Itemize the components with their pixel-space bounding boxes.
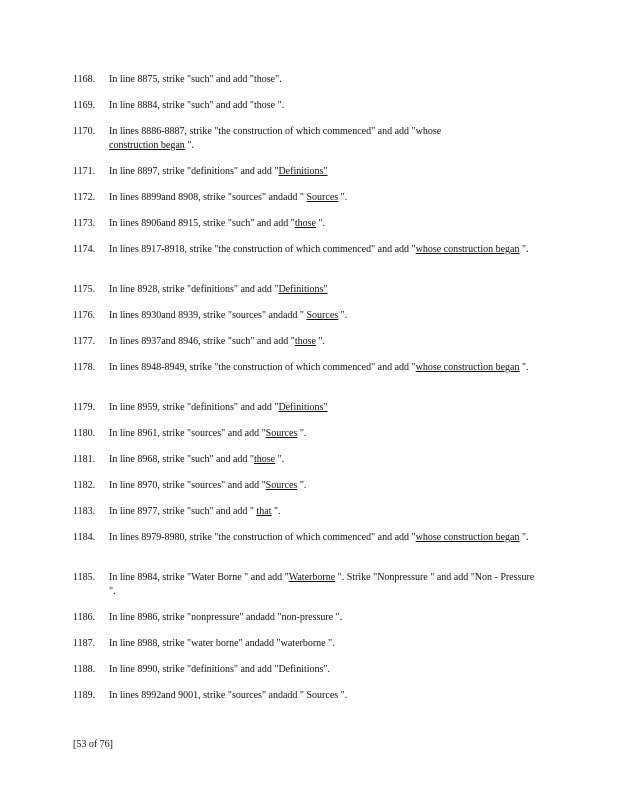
amendment-entry xyxy=(73,125,543,153)
entry-text: In lines 8992and 9001, strike "sources" andadd " Sources ". xyxy=(109,690,348,701)
entry-number: 1176. xyxy=(73,310,96,321)
amendment-entry xyxy=(73,571,543,599)
entry-text: In lines 8917-8918, strike "the construction of which commenced" and add "whose construction began ". xyxy=(109,244,529,255)
entry-number: 1183. xyxy=(73,506,96,517)
amendment-entry xyxy=(73,73,543,87)
amendment-entry xyxy=(73,689,543,703)
entry-text: In lines 8937and 8946, strike "such" and add "those ". xyxy=(109,336,326,347)
amendment-entry xyxy=(73,427,543,441)
entry-number: 1168. xyxy=(73,74,96,85)
entry-text: In line 8884, strike "such" and add "those ". xyxy=(109,100,285,111)
entry-number: 1185. xyxy=(73,572,96,583)
entry-text: In line 8988, strike "water borne" andadd "waterborne ". xyxy=(109,638,335,649)
amendment-entry xyxy=(73,361,543,375)
amendment-entry xyxy=(73,99,543,113)
amendment-entry xyxy=(73,453,543,467)
amendment-entry xyxy=(73,637,543,651)
entry-text: In line 8959, strike "definitions" and add "Definitions" xyxy=(109,402,328,413)
entry-number: 1175. xyxy=(73,284,96,295)
entry-number: 1181. xyxy=(73,454,96,465)
entry-text: In line 8977, strike "such" and add " that ". xyxy=(109,506,281,517)
entry-text: In line 8961, strike "sources" and add "Sources ". xyxy=(109,428,307,439)
entry-text: In lines 8886-8887, strike "the construction of which commenced" and add "whose construction began ". xyxy=(109,126,442,151)
entry-number: 1189. xyxy=(73,690,96,701)
entry-text: In lines 8930and 8939, strike "sources" andadd " Sources ". xyxy=(109,310,348,321)
amendment-entry xyxy=(73,309,543,323)
entry-number: 1169. xyxy=(73,100,96,111)
entry-number: 1171. xyxy=(73,166,96,177)
entry-text: In line 8970, strike "sources" and add "Sources ". xyxy=(109,480,307,491)
amendment-entry xyxy=(73,663,543,677)
entry-text: In lines 8906and 8915, strike "such" and add "those ". xyxy=(109,218,326,229)
entry-text: In line 8928, strike "definitions" and add "Definitions" xyxy=(109,284,328,295)
entry-number: 1174. xyxy=(73,244,96,255)
entry-text: In lines 8979-8980, strike "the construction of which commenced" and add "whose construction began ". xyxy=(109,532,529,543)
entry-number: 1186. xyxy=(73,612,96,623)
entry-number: 1170. xyxy=(73,126,96,137)
amendment-entry xyxy=(73,217,543,231)
amendment-entry xyxy=(73,531,543,545)
entry-number: 1178. xyxy=(73,362,96,373)
entry-text: In line 8968, strike "such" and add "those ". xyxy=(109,454,285,465)
entry-text: In line 8986, strike "nonpressure" andadd "non-pressure ". xyxy=(109,612,343,623)
entry-number: 1184. xyxy=(73,532,96,543)
entry-number: 1187. xyxy=(73,638,96,649)
entry-text: In line 8897, strike "definitions" and add "Definitions" xyxy=(109,166,328,177)
amendment-entry xyxy=(73,401,543,415)
amendment-entry xyxy=(73,611,543,625)
entry-number: 1173. xyxy=(73,218,96,229)
entry-text: In line 8984, strike "Water Borne " and add "Waterborne ". Strike "Nonpressure " and add "Non - Pressure ". xyxy=(109,572,535,597)
entry-text: In line 8990, strike "definitions" and add "Definitions". xyxy=(109,664,331,675)
entry-number: 1172. xyxy=(73,192,96,203)
amendment-entry xyxy=(73,505,543,519)
entry-text: In line 8875, strike "such" and add "those". xyxy=(109,74,282,85)
amendment-entry xyxy=(73,165,543,179)
amendment-entry xyxy=(73,335,543,349)
amendment-entry xyxy=(73,479,543,493)
amendment-entry xyxy=(73,283,543,297)
entry-number: 1182. xyxy=(73,480,96,491)
entry-text: In lines 8899and 8908, strike "sources" andadd " Sources ". xyxy=(109,192,348,203)
entry-number: 1177. xyxy=(73,336,96,347)
entry-number: 1180. xyxy=(73,428,96,439)
entry-number: 1188. xyxy=(73,664,96,675)
entry-number: 1179. xyxy=(73,402,96,413)
page-number-footer: [53 of 76] xyxy=(73,739,113,750)
amendment-entry xyxy=(73,191,543,205)
amendment-entry xyxy=(73,243,543,257)
entry-text: In lines 8948-8949, strike "the construction of which commenced" and add "whose construction began ". xyxy=(109,362,529,373)
